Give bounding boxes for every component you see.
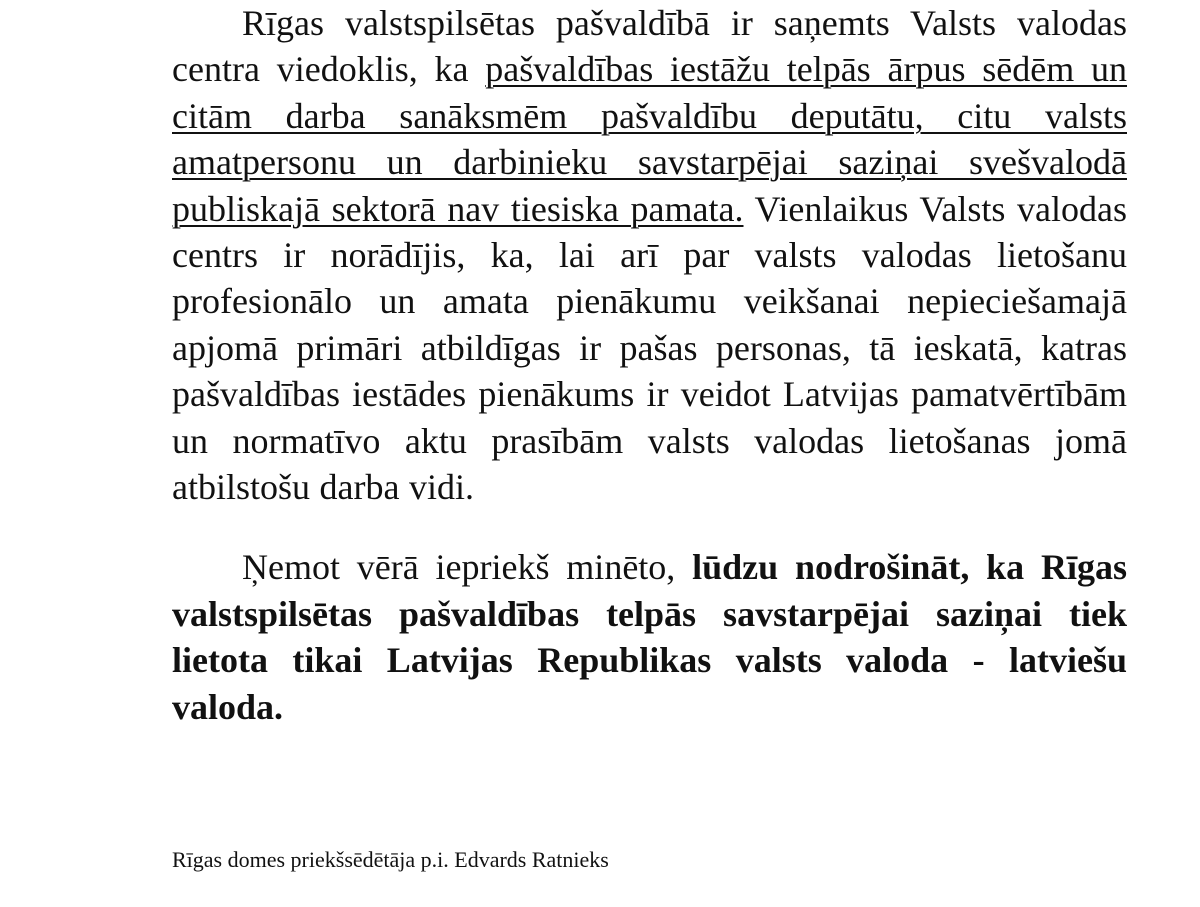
paragraph-2-intro: Ņemot vērā iepriekš minēto,: [242, 547, 693, 588]
paragraph-2: [172, 544, 1127, 730]
paragraph-2-bold: lūdzu nodrošināt, ka Rīgas valstspilsētas pašvaldības telpās savstarpējai saziņai tiek lietota tikai Latvijas Republikas valsts valoda - latviešu valoda.: [172, 547, 1128, 727]
document-body: [172, 0, 1127, 730]
paragraph-1: [172, 0, 1127, 510]
paragraph-1-intro: Rīgas valstspilsētas pašvaldībā ir saņemts Valsts valodas centra viedoklis, ka: [172, 3, 1127, 90]
signature-line: Rīgas domes priekšsēdētāja p.i. Edvards Ratnieks: [172, 847, 609, 872]
paragraph-1-underlined: pašvaldības iestāžu telpās ārpus sēdēm un citām darba sanāksmēm pašvaldību deputātu, citu valsts amatpersonu un darbinieku savstarpējai saziņai svešvalodā publiskajā sektorā nav tiesiska pamata.: [172, 49, 1127, 229]
paragraph-1-rest: Vienlaikus Valsts valodas centrs ir norādījis, ka, lai arī par valsts valodas lietošanu profesionālo un amata pienākumu veikšanai nepieciešamajā apjomā primāri atbildīgas ir pašas personas, tā ieskatā, katras pašvaldības iestādes pienākums ir veidot Latvijas pamatvērtībām un normatīvo aktu prasībām valsts valodas lietošanas jomā atbilstošu darba vidi.: [172, 188, 1127, 508]
